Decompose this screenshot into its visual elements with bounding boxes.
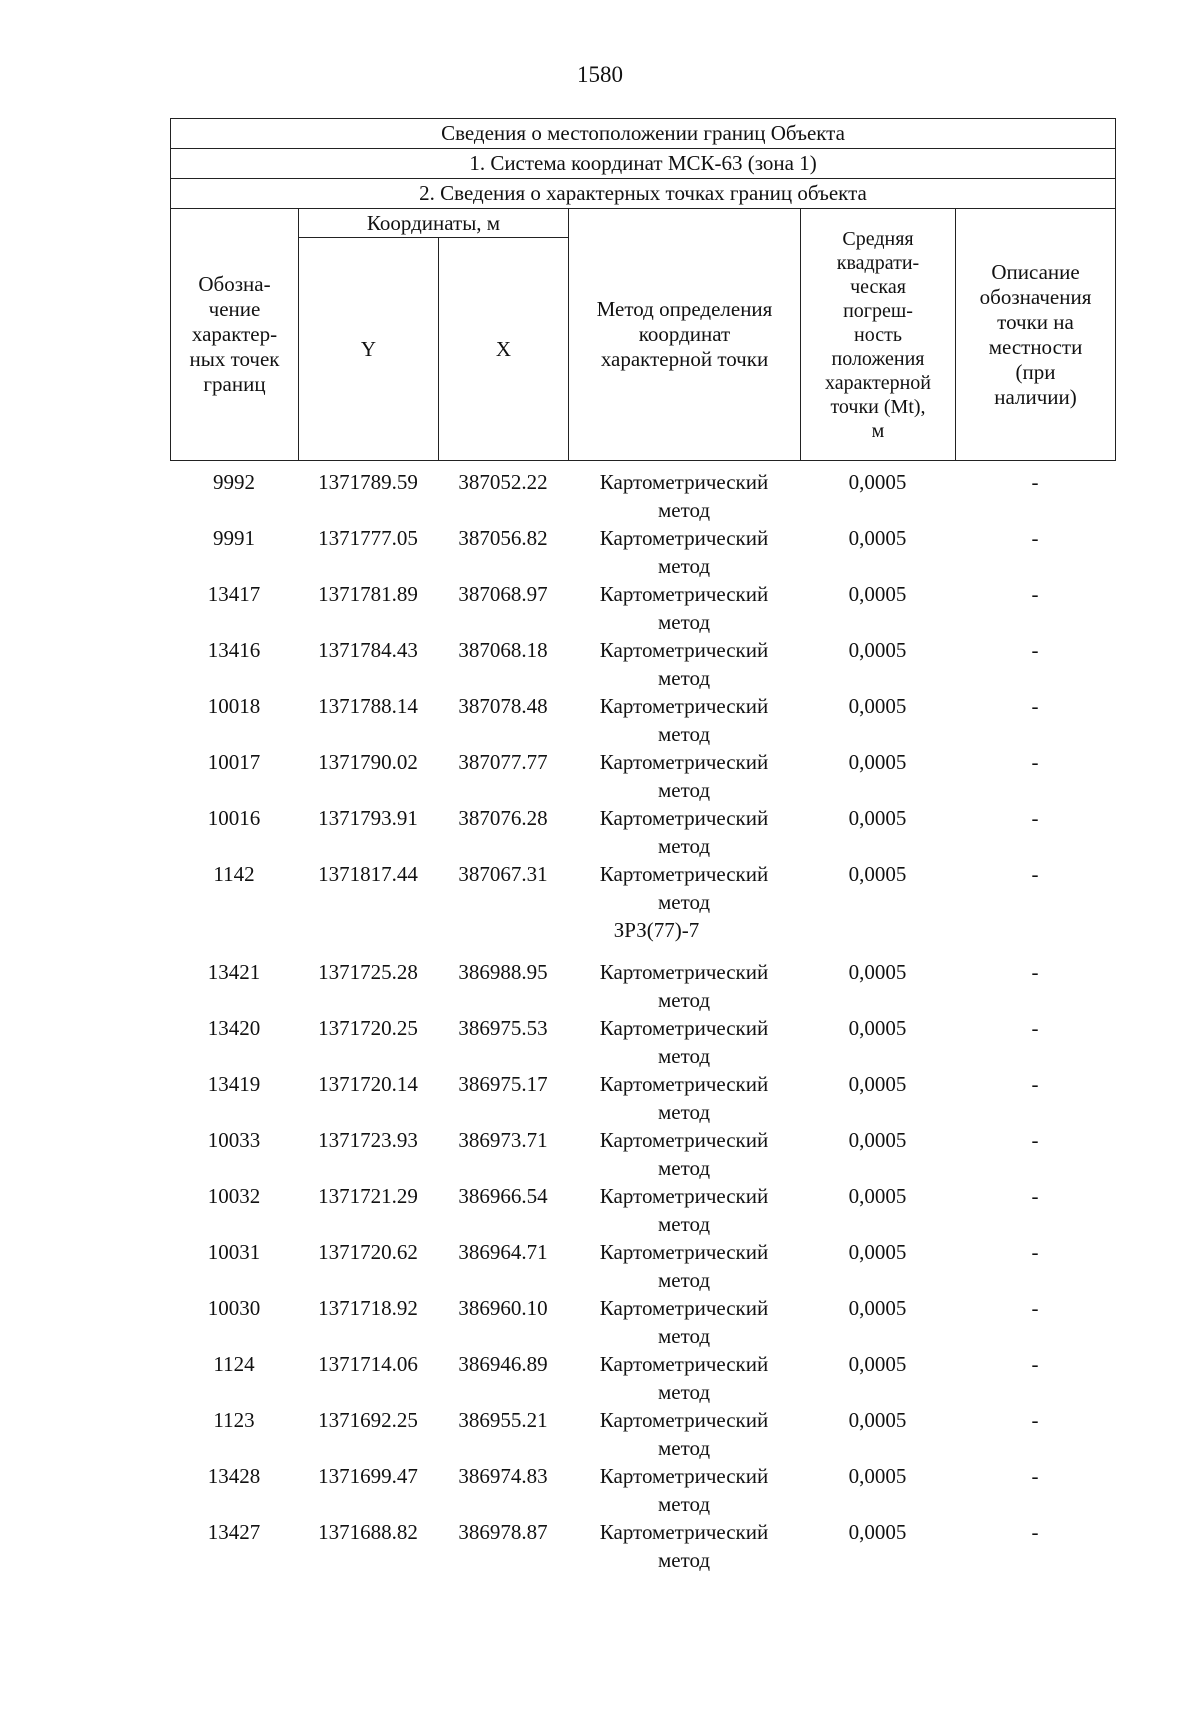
error-value: 0,0005 [848, 862, 907, 886]
point-id: 10033 [207, 1128, 261, 1152]
coord-x: 386975.17 [458, 1072, 548, 1096]
section-row [170, 916, 1115, 958]
point-id: 10018 [207, 694, 261, 718]
description-value: - [1031, 1464, 1039, 1488]
error-value: 0,0005 [848, 1464, 907, 1488]
header-coordinates: Координаты, м [299, 209, 569, 238]
coord-x: 387076.28 [458, 806, 548, 830]
description-value: - [1031, 1408, 1039, 1432]
table-row [170, 1014, 1115, 1070]
table-row [170, 1518, 1115, 1574]
method: Картометрический метод [599, 1072, 769, 1124]
header-description: Описание обозначения точки на местности (при наличии) [956, 209, 1116, 461]
coord-y: 1371790.02 [318, 750, 418, 774]
point-id: 10017 [207, 750, 261, 774]
coord-x: 387068.18 [458, 638, 548, 662]
method: Картометрический метод [599, 470, 769, 522]
method: Картометрический метод [599, 526, 769, 578]
method: Картометрический метод [599, 1464, 769, 1516]
method: Картометрический метод [599, 862, 769, 914]
method: Картометрический метод [599, 1352, 769, 1404]
coord-y: 1371721.29 [318, 1184, 418, 1208]
method: Картометрический метод [599, 1408, 769, 1460]
error-value: 0,0005 [848, 1072, 907, 1096]
point-id: 10016 [207, 806, 261, 830]
coord-x: 387052.22 [458, 470, 548, 494]
method: Картометрический метод [599, 1296, 769, 1348]
header-table [170, 118, 1116, 461]
coord-x: 386964.71 [458, 1240, 548, 1264]
coord-x: 386975.53 [458, 1016, 548, 1040]
point-id: 13420 [207, 1016, 261, 1040]
coord-y: 1371699.47 [318, 1464, 418, 1488]
coord-x: 387056.82 [458, 526, 548, 550]
error-value: 0,0005 [848, 1352, 907, 1376]
description-value: - [1031, 1352, 1039, 1376]
points-table [170, 468, 1115, 1574]
section-label: ЗРЗ(77)-7 [613, 918, 700, 942]
point-id: 1142 [213, 862, 255, 886]
description-value: - [1031, 694, 1039, 718]
method: Картометрический метод [599, 750, 769, 802]
description-value: - [1031, 1016, 1039, 1040]
error-value: 0,0005 [848, 1296, 907, 1320]
point-id: 9991 [213, 526, 255, 550]
coord-y: 1371720.25 [318, 1016, 418, 1040]
coord-x: 386988.95 [458, 960, 548, 984]
description-value: - [1031, 1072, 1039, 1096]
description-value: - [1031, 1520, 1039, 1544]
point-id: 1124 [213, 1352, 255, 1376]
description-value: - [1031, 806, 1039, 830]
description-value: - [1031, 960, 1039, 984]
error-value: 0,0005 [848, 1520, 907, 1544]
coord-y: 1371720.14 [318, 1072, 418, 1096]
description-value: - [1031, 470, 1039, 494]
table-row [170, 692, 1115, 748]
description-value: - [1031, 582, 1039, 606]
coord-y: 1371692.25 [318, 1408, 418, 1432]
description-value: - [1031, 638, 1039, 662]
coord-y: 1371784.43 [318, 638, 418, 662]
error-value: 0,0005 [848, 470, 907, 494]
header-method: Метод определения координат характерной точки [569, 209, 801, 461]
table-row [170, 1070, 1115, 1126]
point-id: 10031 [207, 1240, 261, 1264]
error-value: 0,0005 [848, 1408, 907, 1432]
table-row [170, 1406, 1115, 1462]
method: Картометрический метод [599, 960, 769, 1012]
coord-x: 386955.21 [458, 1408, 548, 1432]
table-row [170, 1182, 1115, 1238]
table-row [170, 580, 1115, 636]
point-id: 13428 [207, 1464, 261, 1488]
description-value: - [1031, 526, 1039, 550]
coord-y: 1371793.91 [318, 806, 418, 830]
coord-x: 387067.31 [458, 862, 548, 886]
method: Картометрический метод [599, 1184, 769, 1236]
coordinate-system: 1. Система координат МСК-63 (зона 1) [171, 149, 1116, 179]
coord-x: 386966.54 [458, 1184, 548, 1208]
table-row [170, 748, 1115, 804]
method: Картометрический метод [599, 1520, 769, 1572]
coord-y: 1371688.82 [318, 1520, 418, 1544]
table-row [170, 1294, 1115, 1350]
table-row [170, 1238, 1115, 1294]
table-row [170, 1126, 1115, 1182]
point-id: 13417 [207, 582, 261, 606]
coord-x: 386973.71 [458, 1128, 548, 1152]
point-id: 13421 [207, 960, 261, 984]
point-id: 10030 [207, 1296, 261, 1320]
error-value: 0,0005 [848, 1016, 907, 1040]
coord-y: 1371714.06 [318, 1352, 418, 1376]
error-value: 0,0005 [848, 582, 907, 606]
table-row [170, 958, 1115, 1014]
header-x: X [439, 238, 569, 461]
coord-y: 1371789.59 [318, 470, 418, 494]
coord-x: 386974.83 [458, 1464, 548, 1488]
error-value: 0,0005 [848, 638, 907, 662]
description-value: - [1031, 750, 1039, 774]
points-title: 2. Сведения о характерных точках границ объекта [171, 179, 1116, 209]
error-value: 0,0005 [848, 750, 907, 774]
method: Картометрический метод [599, 1016, 769, 1068]
table-row [170, 1462, 1115, 1518]
coord-y: 1371723.93 [318, 1128, 418, 1152]
point-id: 13416 [207, 638, 261, 662]
coord-x: 387077.77 [458, 750, 548, 774]
point-id: 13419 [207, 1072, 261, 1096]
description-value: - [1031, 1128, 1039, 1152]
description-value: - [1031, 1240, 1039, 1264]
coord-y: 1371777.05 [318, 526, 418, 550]
coord-x: 386978.87 [458, 1520, 548, 1544]
coord-x: 386946.89 [458, 1352, 548, 1376]
header-designation: Обозна- чение характер- ных точек границ [171, 209, 299, 461]
points-table-body [170, 468, 1115, 1574]
method: Картометрический метод [599, 694, 769, 746]
error-value: 0,0005 [848, 694, 907, 718]
table-row [170, 524, 1115, 580]
table-row [170, 1350, 1115, 1406]
error-value: 0,0005 [848, 1184, 907, 1208]
method: Картометрический метод [599, 638, 769, 690]
point-id: 10032 [207, 1184, 261, 1208]
error-value: 0,0005 [848, 960, 907, 984]
header-error: Средняя квадрати- ческая погреш- ность положения характерной точки (Mt), м [801, 209, 956, 461]
method: Картометрический метод [599, 1128, 769, 1180]
coord-y: 1371817.44 [318, 862, 418, 886]
method: Картометрический метод [599, 1240, 769, 1292]
coord-y: 1371720.62 [318, 1240, 418, 1264]
point-id: 13427 [207, 1520, 261, 1544]
error-value: 0,0005 [848, 526, 907, 550]
error-value: 0,0005 [848, 1240, 907, 1264]
description-value: - [1031, 1184, 1039, 1208]
coord-y: 1371788.14 [318, 694, 418, 718]
table-row [170, 804, 1115, 860]
table-row [170, 636, 1115, 692]
coord-y: 1371725.28 [318, 960, 418, 984]
error-value: 0,0005 [848, 1128, 907, 1152]
description-value: - [1031, 862, 1039, 886]
table-row [170, 860, 1115, 916]
point-id: 1123 [213, 1408, 255, 1432]
coord-x: 387068.97 [458, 582, 548, 606]
method: Картометрический метод [599, 806, 769, 858]
page-number: 1580 [577, 62, 623, 87]
description-value: - [1031, 1296, 1039, 1320]
coord-x: 387078.48 [458, 694, 548, 718]
coord-x: 386960.10 [458, 1296, 548, 1320]
error-value: 0,0005 [848, 806, 907, 830]
method: Картометрический метод [599, 582, 769, 634]
coord-y: 1371718.92 [318, 1296, 418, 1320]
coord-y: 1371781.89 [318, 582, 418, 606]
table-title: Сведения о местоположении границ Объекта [171, 119, 1116, 149]
header-y: Y [299, 238, 439, 461]
point-id: 9992 [213, 470, 255, 494]
table-row [170, 468, 1115, 524]
